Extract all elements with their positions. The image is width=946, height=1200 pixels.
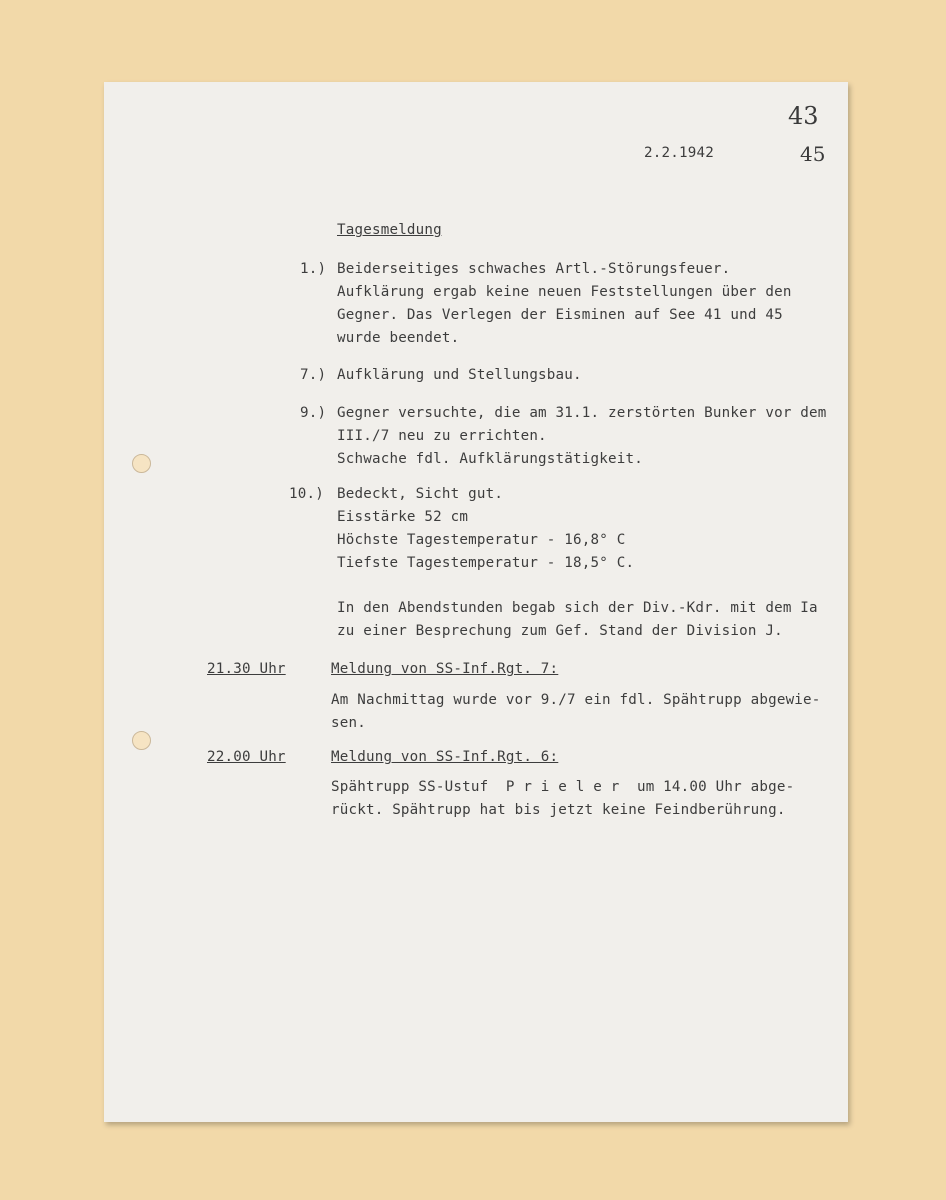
document-title: Tagesmeldung	[337, 222, 442, 238]
report-line: sen.	[331, 715, 366, 731]
item-line: III./7 neu zu errichten.	[337, 428, 547, 444]
report-line: Spähtrupp SS-Ustuf P r i e l e r um 14.00 Uhr abge-	[331, 779, 795, 795]
evening-note-line: zu einer Besprechung zum Gef. Stand der Division J.	[337, 623, 783, 639]
item-line: Höchste Tagestemperatur - 16,8° C	[337, 532, 626, 548]
document-date: 2.2.1942	[644, 145, 714, 161]
report-time: 21.30 Uhr	[207, 661, 286, 677]
archive-number: 43	[788, 102, 819, 130]
evening-note-line: In den Abendstunden begab sich der Div.-Kdr. mit dem Ia	[337, 600, 818, 616]
punch-hole-bottom	[132, 731, 151, 750]
item-line: Aufklärung ergab keine neuen Feststellungen über den	[337, 284, 792, 300]
report-heading: Meldung von SS-Inf.Rgt. 7:	[331, 661, 559, 677]
item-number: 1.)	[300, 261, 327, 277]
item-line: Beiderseitiges schwaches Artl.-Störungsfeuer.	[337, 261, 731, 277]
item-line: Aufklärung und Stellungsbau.	[337, 367, 582, 383]
item-line: Bedeckt, Sicht gut.	[337, 486, 504, 502]
report-line: Am Nachmittag wurde vor 9./7 ein fdl. Spähtrupp abgewie-	[331, 692, 821, 708]
page-number: 45	[800, 142, 826, 166]
item-number: 9.)	[300, 405, 327, 421]
item-line: Tiefste Tagestemperatur - 18,5° C.	[337, 555, 635, 571]
item-line: wurde beendet.	[337, 330, 460, 346]
item-line: Gegner. Das Verlegen der Eisminen auf See 41 und 45	[337, 307, 783, 323]
item-number: 10.)	[289, 486, 324, 502]
punch-hole-top	[132, 454, 151, 473]
item-line: Gegner versuchte, die am 31.1. zerstörten Bunker vor dem	[337, 405, 827, 421]
document-page	[104, 82, 848, 1122]
report-line: rückt. Spähtrupp hat bis jetzt keine Feindberührung.	[331, 802, 786, 818]
item-number: 7.)	[300, 367, 327, 383]
report-time: 22.00 Uhr	[207, 749, 286, 765]
item-line: Eisstärke 52 cm	[337, 509, 469, 525]
item-line: Schwache fdl. Aufklärungstätigkeit.	[337, 451, 643, 467]
report-heading: Meldung von SS-Inf.Rgt. 6:	[331, 749, 559, 765]
